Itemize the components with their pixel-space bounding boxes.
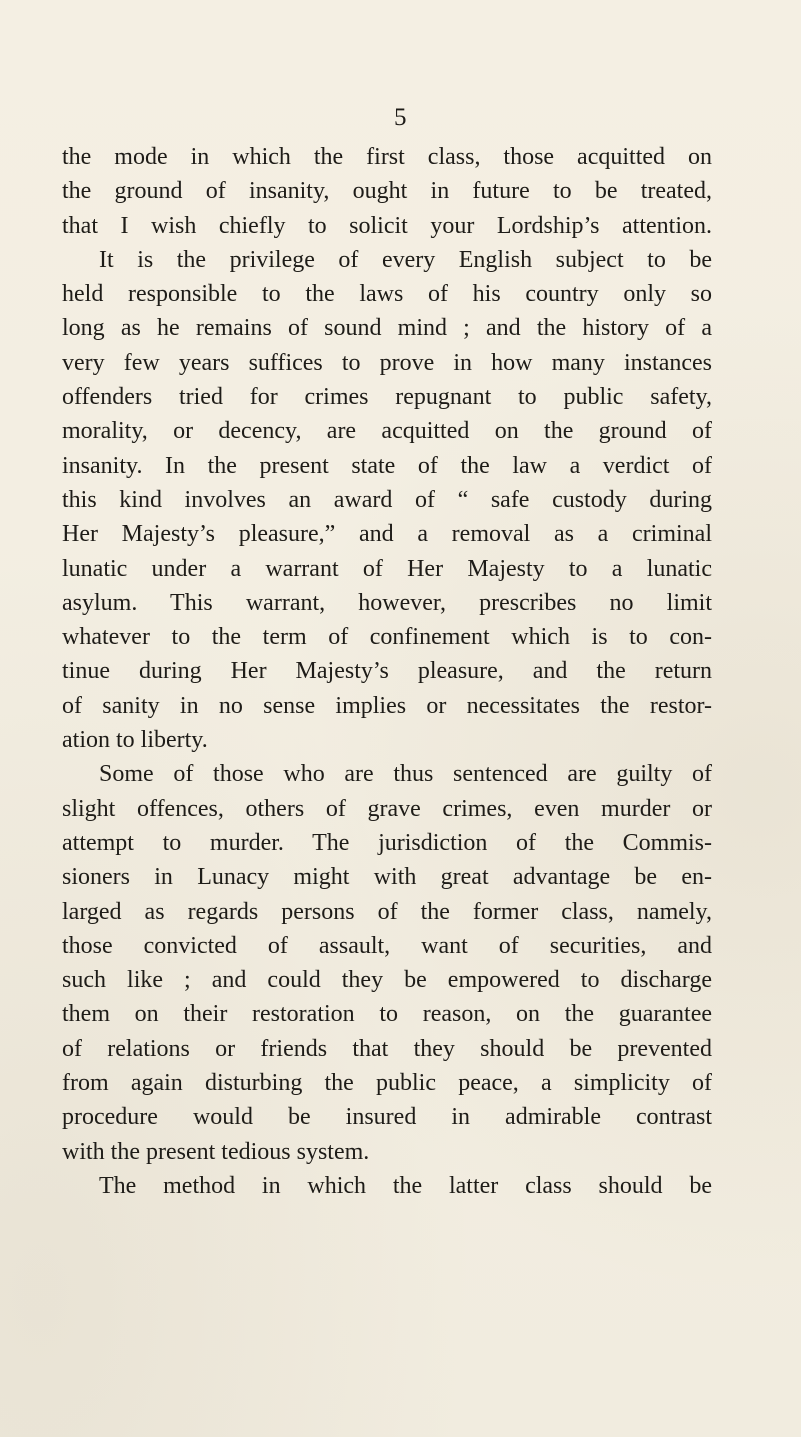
text-line: larged as regards persons of the former class, namely, [62, 898, 712, 925]
text-line: lunatic under a warrant of Her Majesty to a lunatic [62, 555, 712, 582]
text-line: very few years suffices to prove in how many instances [62, 349, 712, 376]
text-line: the ground of insanity, ought in future to be treated, [62, 178, 712, 205]
text-line: sioners in Lunacy might with great advantage be en- [62, 864, 712, 891]
text-line: from again disturbing the public peace, a simplicity of [62, 1070, 712, 1097]
paragraph-start-line: Some of those who are thus sentenced are guilty of [99, 761, 712, 788]
text-line: this kind involves an award of “ safe custody during [62, 486, 712, 513]
text-line: Her Majesty’s pleasure,” and a removal as a criminal [62, 521, 712, 548]
text-line: of sanity in no sense implies or necessitates the restor- [62, 692, 712, 719]
text-line: attempt to murder. The jurisdiction of the Commis- [62, 829, 712, 856]
paragraph-end-line: with the present tedious system. [62, 1138, 370, 1165]
text-line: slight offences, others of grave crimes, even murder or [62, 795, 712, 822]
paragraph-start-line: The method in which the latter class should be [99, 1172, 712, 1199]
text-line: them on their restoration to reason, on the guarantee [62, 1001, 712, 1028]
text-line: insanity. In the present state of the law a verdict of [62, 452, 712, 479]
text-line: held responsible to the laws of his country only so [62, 281, 712, 308]
text-line: those convicted of assault, want of securities, and [62, 932, 712, 959]
text-line: morality, or decency, are acquitted on the ground of [62, 418, 712, 445]
text-line: such like ; and could they be empowered to discharge [62, 967, 712, 994]
paragraph-start-line: It is the privilege of every English subject to be [99, 246, 712, 273]
text-line: offenders tried for crimes repugnant to public safety, [62, 384, 712, 411]
text-line: of relations or friends that they should be prevented [62, 1035, 712, 1062]
text-line: asylum. This warrant, however, prescribes no limit [62, 589, 712, 616]
text-line: tinue during Her Majesty’s pleasure, and the return [62, 658, 712, 685]
text-line: whatever to the term of confinement which is to con- [62, 624, 712, 651]
text-line: that I wish chiefly to solicit your Lordship’s attention. [62, 212, 712, 239]
body-text [62, 140, 712, 1203]
text-line: the mode in which the first class, those acquitted on [62, 144, 712, 170]
paragraph-end-line: ation to liberty. [62, 727, 208, 754]
text-line: long as he remains of sound mind ; and the history of a [62, 315, 712, 342]
text-line: procedure would be insured in admirable contrast [62, 1104, 712, 1131]
page-number: 5 [394, 104, 407, 131]
